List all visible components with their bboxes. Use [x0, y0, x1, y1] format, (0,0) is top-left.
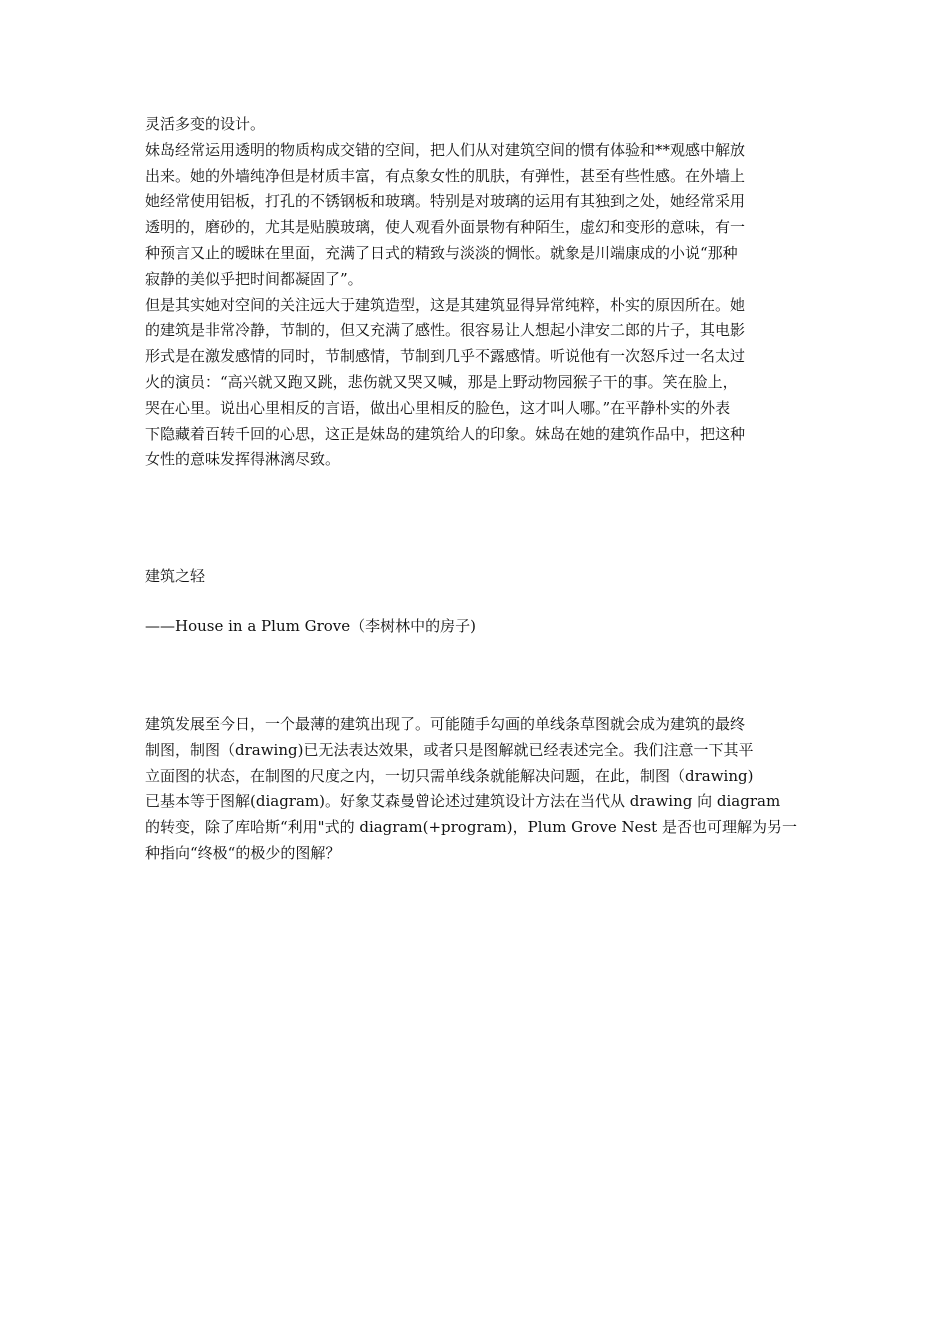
text-line: 制图，制图（drawing)已无法表达效果，或者只是图解就已经表述完全。我们注意一下其平 — [145, 740, 754, 759]
text-line: 下隐藏着百转千回的心思，这正是妹岛的建筑给人的印象。妹岛在她的建筑作品中，把这种 — [145, 424, 746, 443]
section-heading: 建筑之轻 — [145, 567, 206, 585]
text-line: 寂静的美似乎把时间都凝固了”。 — [145, 269, 363, 288]
text-line: 种指向“终极“的极少的图解？ — [145, 843, 341, 862]
text-line: 妹岛经常运用透明的物质构成交错的空间，把人们从对建筑空间的惯有体验和**观感中解放 — [145, 140, 746, 159]
text-line: 形式是在激发感情的同时，节制感情，节制到几乎不露感情。听说他有一次怒斥过一名太过 — [145, 347, 746, 366]
text-line: 透明的，磨砂的，尤其是贴膜玻璃，使人观看外面景物有种陌生，虚幻和变形的意味，有一 — [145, 218, 746, 237]
paragraph-3 — [145, 712, 807, 867]
text-line: 已基本等于图解(diagram)。好象艾森曼曾论述过建筑设计方法在当代从 drawing 向 diagram — [145, 792, 781, 811]
paragraph-2 — [145, 293, 807, 474]
document-body — [145, 112, 807, 473]
text-line: 女性的意味发挥得淋漓尽致。 — [145, 450, 341, 469]
section-body — [145, 712, 807, 867]
text-line: 哭在心里。说出心里相反的言语，做出心里相反的脸色，这才叫人哪。”在平静朴实的外表 — [145, 398, 731, 417]
text-line: 灵活多变的设计。 — [145, 115, 266, 133]
text-line: 的转变，除了库哈斯“利用"式的 diagram(+program)，Plum Grove Nest 是否也可理解为另一 — [145, 818, 797, 837]
text-line: 出来。她的外墙纯净但是材质丰富，有点象女性的肌肤，有弹性，甚至有些性感。在外墙上 — [145, 166, 746, 185]
text-line: 她经常使用铝板，打孔的不锈钢板和玻璃。特别是对玻璃的运用有其独到之处，她经常采用 — [145, 192, 746, 211]
text-line: 种预言又止的暧昧在里面，充满了日式的精致与淡淡的惆怅。就象是川端康成的小说“那种 — [145, 243, 738, 262]
text-line: 但是其实她对空间的关注远大于建筑造型，这是其建筑显得异常纯粹，朴实的原因所在。她 — [145, 295, 746, 314]
text-line: 的建筑是非常冷静，节制的，但又充满了感性。很容易让人想起小津安二郎的片子，其电影 — [145, 321, 746, 340]
text-line: 立面图的状态，在制图的尺度之内，一切只需单线条就能解决问题，在此，制图（drawing) — [145, 766, 754, 785]
text-line: 火的演员：“高兴就又跑又跳，悲伤就又哭又喊，那是上野动物园猴子干的事。笑在脸上， — [145, 372, 738, 391]
paragraph-1 — [145, 138, 807, 293]
intro-line — [145, 112, 807, 138]
text-line: 建筑发展至今日，一个最薄的建筑出现了。可能随手勾画的单线条草图就会成为建筑的最终 — [145, 715, 746, 733]
section-subheading: ——House in a Plum Grove（李树林中的房子) — [145, 617, 476, 635]
